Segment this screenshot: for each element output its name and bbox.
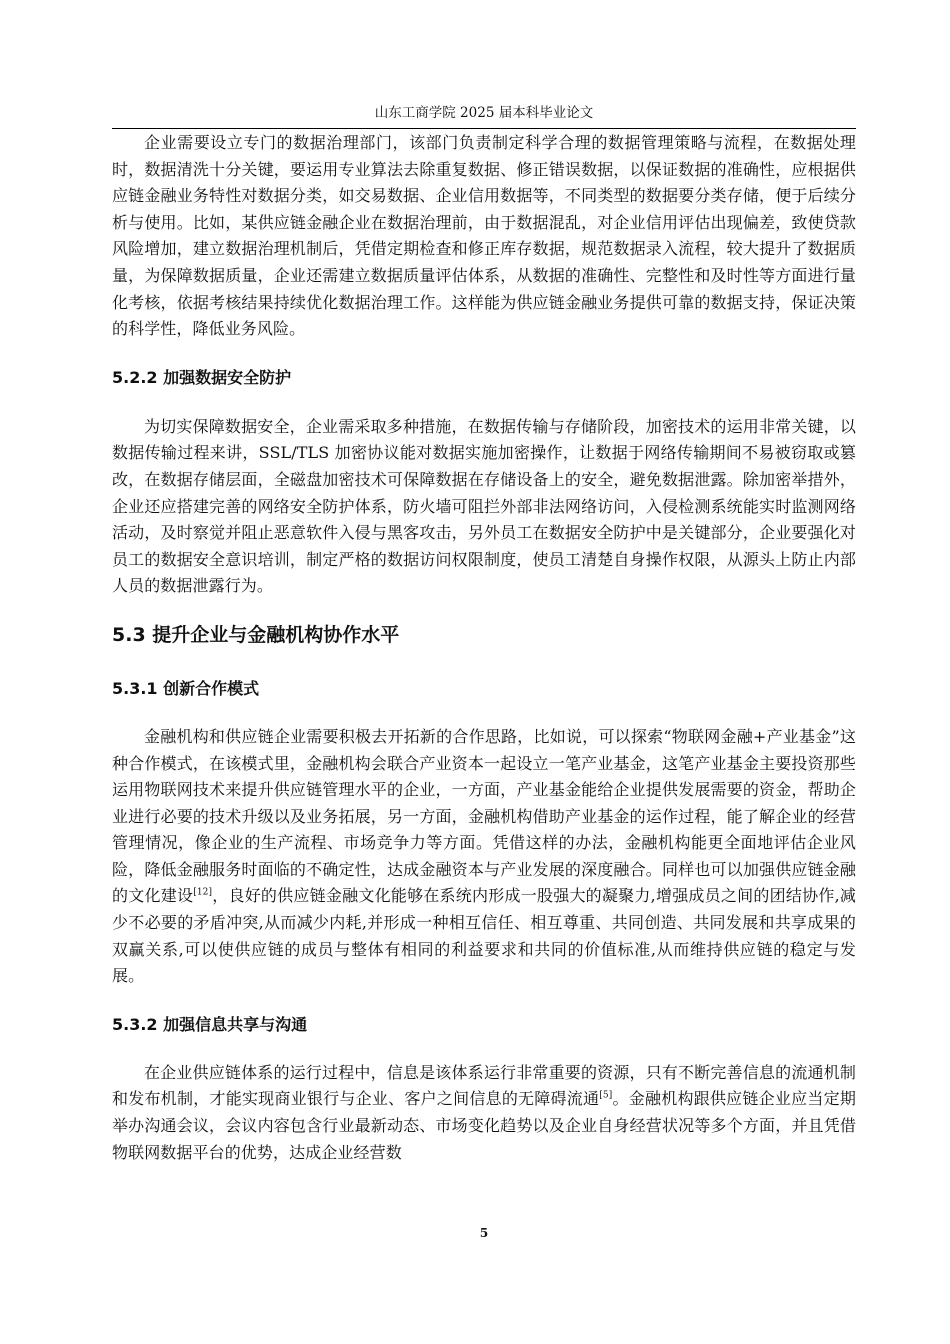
running-header: 山东工商学院 2025 届本科毕业论文 xyxy=(374,105,594,121)
paragraph-data-governance: 企业需要设立专门的数据治理部门，该部门负责制定科学合理的数据管理策略与流程，在数据处理时，数据清洗十分关键，要运用专业算法去除重复数据、修正错误数据，以保证数据的准确性，应根据供应链金融业务特性对数据分类，如交易数据、企业信用数据等，不同类型的数据要分类存储，便于后续分析与使用。比如，某供应链金融企业在数据治理前，由于数据混乱，对企业信用评估出现偏差，致使贷款风险增加，建立数据治理机制后，凭借定期检查和修正库存数据，规范数据录入流程，较大提升了数据质量，为保障数据质量，企业还需建立数据质量评估体系，从数据的准确性、完整性和及时性等方面进行量化考核，依据考核结果持续优化数据治理工作。这样能为供应链金融业务提供可靠的数据支持，保证决策的科学性，降低业务风险。 xyxy=(112,133,856,339)
paragraph-text: ，良好的供应链金融文化能够在系统内形成一股强大的凝聚力,增强成员之间的团结协作,减少不必要的矛盾冲突,从而减少内耗,并形成一种相互信任、相互尊重、共同创造、共同发展和共享成果的双赢关系,可以使供应链的成员与整体有相同的利益要求和共同的价值标准,从而维持供应链的稳定与发展。 xyxy=(112,886,856,986)
paragraph-data-security: 为切实保障数据安全，企业需采取多种措施，在数据传输与存储阶段，加密技术的运用非常关键，以数据传输过程来讲，SSL/TLS 加密协议能对数据实施加密操作，让数据于网络传输期间不易被窃取或篡改，在数据存储层面，全磁盘加密技术可保障数据在存储设备上的安全，避免数据泄露。除加密举措外，企业还应搭建完善的网络安全防护体系，防火墙可阻拦外部非法网络访问，入侵检测系统能实时监测网络活动，及时察觉并阻止恶意软件入侵与黑客攻击，另外员工在数据安全防护中是关键部分，企业要强化对员工的数据安全意识培训，制定严格的数据访问权限制度，使员工清楚自身操作权限，从源头上防止内部人员的数据泄露行为。 xyxy=(112,416,856,596)
page-body xyxy=(112,130,856,1166)
paragraph-text: 。金融机构跟供应链企业应当定期举办沟通会议，会议内容包含行业最新动态、市场变化趋势以及企业自身经营状况等多个方面，并且凭借物联网数据平台的优势，达成企业经营数 xyxy=(112,1089,856,1162)
paragraph-information-sharing xyxy=(112,1060,856,1166)
page-number: 5 xyxy=(479,1226,489,1240)
heading-5-2-2: 5.2.2 加强数据安全防护 xyxy=(112,367,292,387)
paragraph-text: 在企业供应链体系的运行过程中，信息是该体系运行非常重要的资源，只有不断完善信息的流通机制和发布机制，才能实现商业银行与企业、客户之间信息的无障碍流通 xyxy=(112,1062,856,1109)
heading-5-3: 5.3 提升企业与金融机构协作水平 xyxy=(112,623,400,646)
heading-5-3-1: 5.3.1 创新合作模式 xyxy=(112,678,260,698)
heading-5-3-2: 5.3.2 加强信息共享与沟通 xyxy=(112,1014,308,1034)
header-divider xyxy=(112,128,856,129)
paragraph-cooperation-model xyxy=(112,724,856,990)
citation-marker: [5] xyxy=(599,1091,613,1102)
paragraph-text: 金融机构和供应链企业需要积极去开拓新的合作思路，比如说，可以探索“物联网金融+产业基金”这种合作模式，在该模式里，金融机构会联合产业资本一起设立一笔产业基金，这笔产业基金主要投资那些运用物联网技术来提升供应链管理水平的企业，一方面，产业基金能给企业提供发展需要的资金，帮助企业进行必要的技术升级以及业务拓展，另一方面，金融机构借助产业基金的运作过程，能了解企业的经营管理情况，像企业的生产流程、市场竞争力等方面。凭借这样的办法，金融机构能更全面地评估企业风险，降低金融服务时面临的不确定性，达成金融资本与产业发展的深度融合。同样也可以加强供应链金融的文化建设 xyxy=(112,726,856,906)
citation-marker: [12] xyxy=(193,888,213,899)
